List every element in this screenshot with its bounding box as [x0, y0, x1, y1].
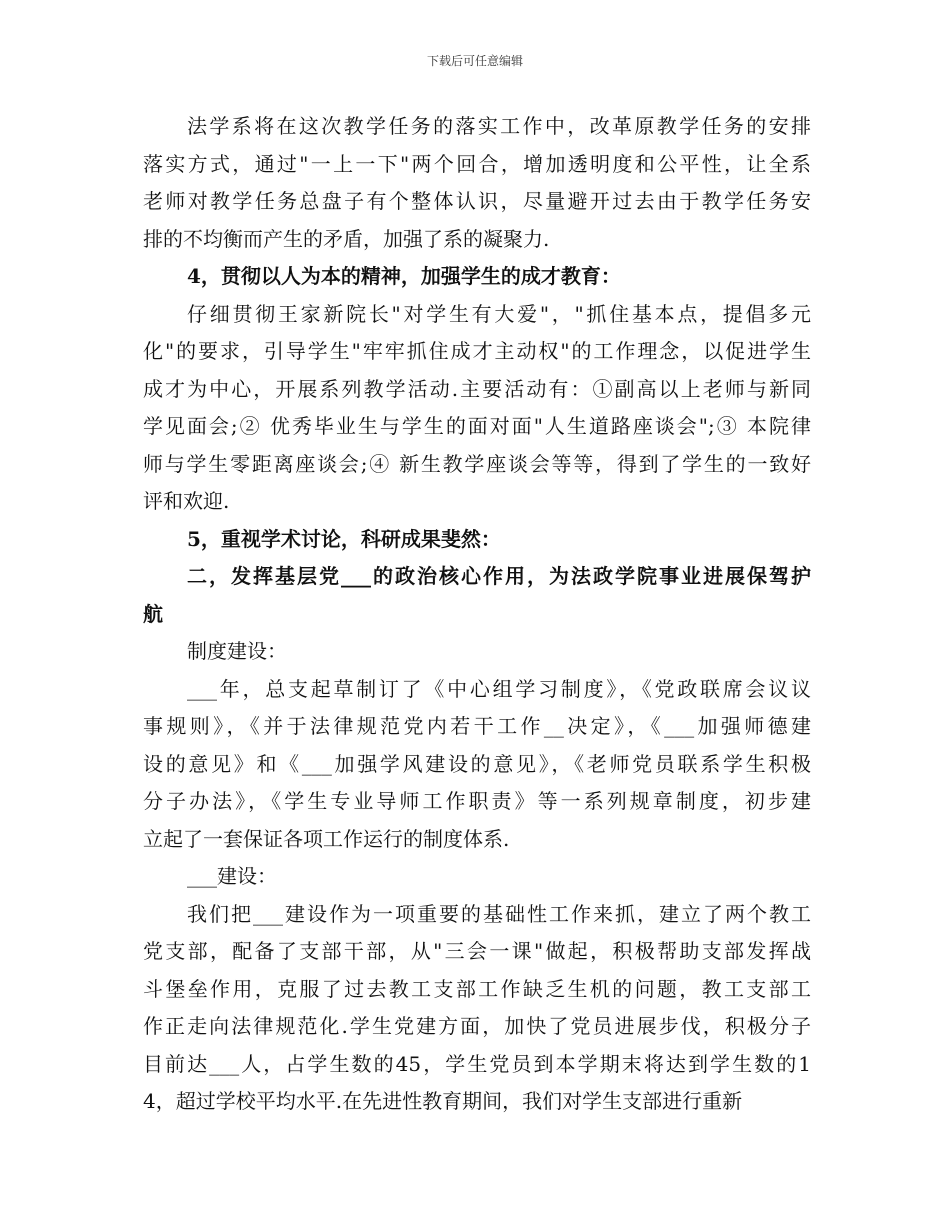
text-line: 师与学生零距离座谈会;④ 新生教学座谈会等等，得到了学生的一致好	[143, 451, 811, 476]
subheading-building	[143, 858, 811, 896]
text-line: 成才为中心，开展系列教学活动.主要活动有：①副高以上老师与新同	[143, 376, 811, 401]
text-line: 我们把___建设作为一项重要的基础性工作来抓，建立了两个教工	[187, 901, 811, 926]
text-line: 党支部，配备了支部干部，从"三会一课"做起，积极帮助支部发挥战	[143, 939, 811, 963]
text-line: 4，贯彻以人为本的精神，加强学生的成才教育：	[187, 264, 621, 288]
document-body	[143, 108, 811, 1121]
para-party-branch	[143, 896, 811, 1121]
text-line: 仔细贯彻王家新院长"对学生有大爱"，"抓住基本点，提倡多元	[187, 301, 811, 326]
heading-2	[143, 558, 811, 633]
text-line: 法学系将在这次教学任务的落实工作中，改革原教学任务的安排	[187, 114, 811, 138]
text-line: 斗堡垒作用，克服了过去教工支部工作缺乏生机的问题，教工支部工	[143, 976, 811, 1001]
text-line: 5，重视学术讨论，科研成果斐然：	[187, 526, 501, 551]
text-line: 航	[143, 601, 163, 626]
heading-5	[143, 521, 811, 559]
text-line: 立起了一套保证各项工作运行的制度体系.	[143, 826, 510, 851]
text-line: 评和欢迎.	[143, 489, 230, 513]
text-line: 排的不均衡而产生的矛盾，加强了系的凝聚力.	[143, 226, 550, 251]
para-rules	[143, 671, 811, 859]
page-header: 下载后可任意编辑	[426, 54, 523, 68]
text-line: 老师对教学任务总盘子有个整体认识，尽量避开过去由于教学任务安	[143, 189, 811, 213]
text-line: 落实方式，通过"一上一下"两个回合，增加透明度和公平性，让全系	[143, 151, 811, 176]
text-line: ___建设：	[187, 864, 277, 888]
text-line: 学见面会;② 优秀毕业生与学生的面对面"人生道路座谈会";③ 本院律	[143, 414, 811, 438]
text-line: 化"的要求，引导学生"牢牢抓住成才主动权"的工作理念，以促进学生	[143, 339, 811, 363]
text-line: 分子办法》，《学生专业导师工作职责》等一系列规章制度，初步建	[143, 789, 811, 813]
text-line: 作正走向法律规范化.学生党建方面，加快了党员进展步伐，积极分子	[143, 1014, 811, 1038]
text-line: ___年，总支起草制订了《中心组学习制度》，《党政联席会议议	[187, 676, 811, 701]
para-teaching-tasks	[143, 108, 811, 258]
text-line: 事规则》，《并于法律规范党内若干工作__决定》，《___加强师德建	[143, 714, 811, 738]
subheading-system	[143, 633, 811, 671]
para-student-growth	[143, 296, 811, 521]
heading-4	[143, 258, 811, 296]
text-line: 目前达___人，占学生数的45，学生党员到本学期末将达到学生数的1	[143, 1051, 811, 1076]
text-line: 二，发挥基层党___的政治核心作用，为法政学院事业进展保驾护	[187, 564, 811, 588]
text-line: 设的意见》和《___加强学风建设的意见》，《老师党员联系学生积极	[143, 751, 811, 776]
text-line: 4，超过学校平均水平.在先进性教育期间，我们对学生支部进行重新	[143, 1089, 743, 1113]
text-line: 制度建设：	[187, 639, 287, 663]
